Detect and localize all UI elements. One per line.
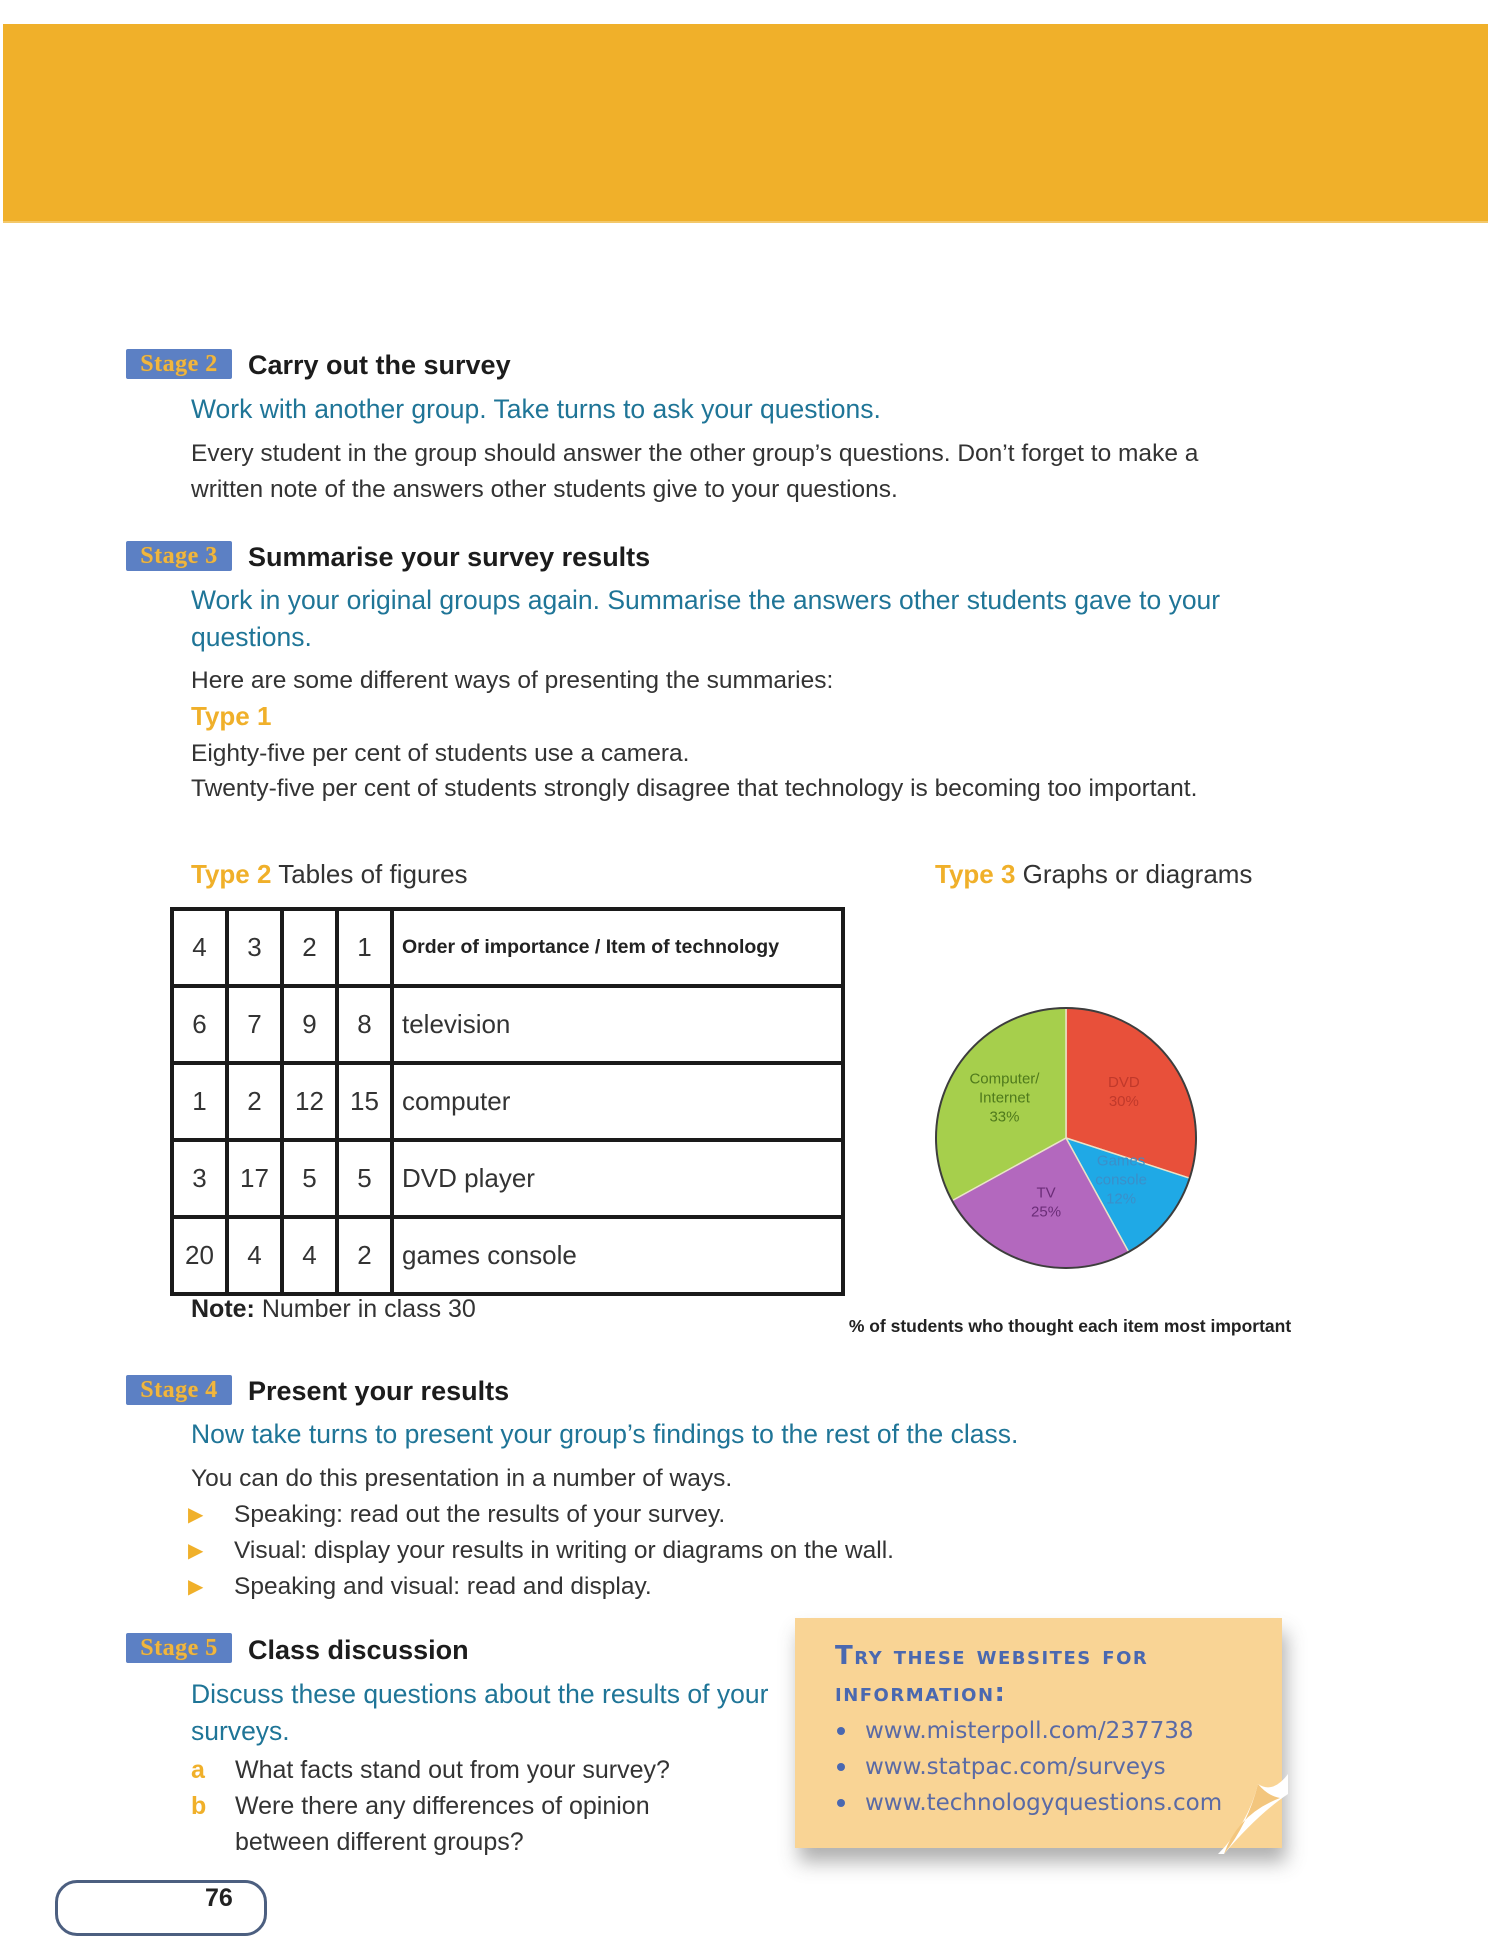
stage-5-questions [191, 1752, 751, 1860]
table-cell: 6 [172, 986, 227, 1063]
table-row [172, 1063, 843, 1140]
note-text: Number in class 30 [261, 1295, 476, 1323]
table-item: games console [392, 1217, 843, 1294]
table-header-label: Order of importance / Item of technology [392, 909, 843, 986]
question-letter: b [191, 1792, 207, 1820]
table-cell: 3 [227, 909, 282, 986]
stage-4-intro: You can do this presentation in a number of ways. [191, 1465, 733, 1492]
websites-title: Try these websites for information: [835, 1641, 1149, 1708]
figures-table [170, 907, 845, 1296]
stage-4-bullets [188, 1497, 894, 1605]
table-header-row [172, 909, 843, 986]
pie-chart-svg [920, 990, 1220, 1290]
pie-label: DVD 30% [1108, 1073, 1140, 1110]
type-1-label: Type 1 [191, 701, 272, 731]
stage-2-badge: Stage 2 [126, 349, 232, 379]
table-item: computer [392, 1063, 843, 1140]
table-cell: 5 [282, 1140, 337, 1217]
pie-chart [920, 990, 1220, 1290]
stage-4-badge: Stage 4 [126, 1375, 232, 1405]
stage-2-title: Carry out the survey [248, 350, 511, 380]
question-letter: a [191, 1756, 205, 1784]
list-item: a What facts stand out from your survey? [191, 1752, 751, 1788]
table-cell: 17 [227, 1140, 282, 1217]
table-row [172, 986, 843, 1063]
type-2-heading [191, 858, 468, 890]
table-cell: 4 [227, 1217, 282, 1294]
websites-note [795, 1618, 1282, 1848]
bullet-dot-icon [837, 1799, 845, 1807]
stage-3-intro: Here are some different ways of presenting the summaries: [191, 667, 834, 694]
header-band [3, 24, 1488, 223]
table-cell: 1 [172, 1063, 227, 1140]
type-3-label: Type 3 [935, 859, 1016, 889]
stage-4-title: Present your results [248, 1376, 510, 1406]
table-row [172, 1217, 843, 1294]
page-number-tab [55, 1880, 267, 1936]
type-2-label: Type 2 [191, 859, 272, 889]
websites-list [835, 1713, 1222, 1821]
stage-5-badge: Stage 5 [126, 1633, 232, 1663]
stage-2-instruction: Work with another group. Take turns to ask your questions. [191, 394, 881, 424]
bullet-dot-icon [837, 1727, 845, 1735]
website-link[interactable]: www.statpac.com/surveys [835, 1749, 1222, 1785]
table-cell: 8 [337, 986, 392, 1063]
bullet-arrow-icon: ▶ [188, 1576, 204, 1598]
stage-2-body: Every student in the group should answer the other group’s questions. Don’t forget to make a written note of the answers other students give to your questions. [191, 440, 1199, 503]
table-cell: 2 [337, 1217, 392, 1294]
table-cell: 20 [172, 1217, 227, 1294]
table-cell: 2 [282, 909, 337, 986]
website-link[interactable]: www.misterpoll.com/237738 [835, 1713, 1222, 1749]
stage-3-badge: Stage 3 [126, 541, 232, 571]
website-link[interactable]: www.technologyquestions.com [835, 1785, 1222, 1821]
type-3-heading [935, 858, 1252, 890]
pie-label: TV 25% [1031, 1184, 1062, 1221]
table-cell: 4 [282, 1217, 337, 1294]
bullet-arrow-icon: ▶ [188, 1540, 204, 1562]
table-cell: 7 [227, 986, 282, 1063]
bullet-arrow-icon: ▶ [188, 1504, 204, 1526]
table-cell: 3 [172, 1140, 227, 1217]
table-cell: 5 [337, 1140, 392, 1217]
list-item: ▶ Speaking and visual: read and display. [188, 1569, 894, 1605]
stage-3-instruction: Work in your original groups again. Summarise the answers other students gave to your questions. [191, 585, 1221, 652]
table-cell: 2 [227, 1063, 282, 1140]
note-label: Note: [191, 1295, 255, 1323]
type-1-line-2: Twenty-five per cent of students strongly disagree that technology is becoming too important. [191, 775, 1198, 802]
table-item: DVD player [392, 1140, 843, 1217]
list-item: ▶ Speaking: read out the results of your survey. [188, 1497, 894, 1533]
list-item: b Were there any differences of opinion between different groups? [191, 1788, 751, 1860]
pie-label: Games console 12% [1095, 1152, 1147, 1208]
type-2-desc: Tables of figures [278, 859, 468, 889]
table-note [191, 1295, 476, 1324]
type-1-line-1: Eighty-five per cent of students use a camera. [191, 740, 690, 767]
table-cell: 15 [337, 1063, 392, 1140]
page-number: 76 [205, 1884, 233, 1912]
table-item: television [392, 986, 843, 1063]
table-row [172, 1140, 843, 1217]
pie-label: Computer/ Internet 33% [969, 1070, 1040, 1126]
table-cell: 12 [282, 1063, 337, 1140]
stage-3-title: Summarise your survey results [248, 542, 651, 572]
table-cell: 4 [172, 909, 227, 986]
table-cell: 9 [282, 986, 337, 1063]
bullet-dot-icon [837, 1763, 845, 1771]
type-3-desc: Graphs or diagrams [1022, 859, 1253, 889]
list-item: ▶ Visual: display your results in writing or diagrams on the wall. [188, 1533, 894, 1569]
stage-4-instruction: Now take turns to present your group’s findings to the rest of the class. [191, 1419, 1019, 1449]
stage-5-instruction: Discuss these questions about the results of your surveys. [191, 1679, 769, 1746]
page-curl-icon [1218, 1774, 1288, 1854]
table-cell: 1 [337, 909, 392, 986]
stage-5-title: Class discussion [248, 1635, 469, 1665]
pie-caption: % of students who thought each item most important [848, 1316, 1292, 1336]
